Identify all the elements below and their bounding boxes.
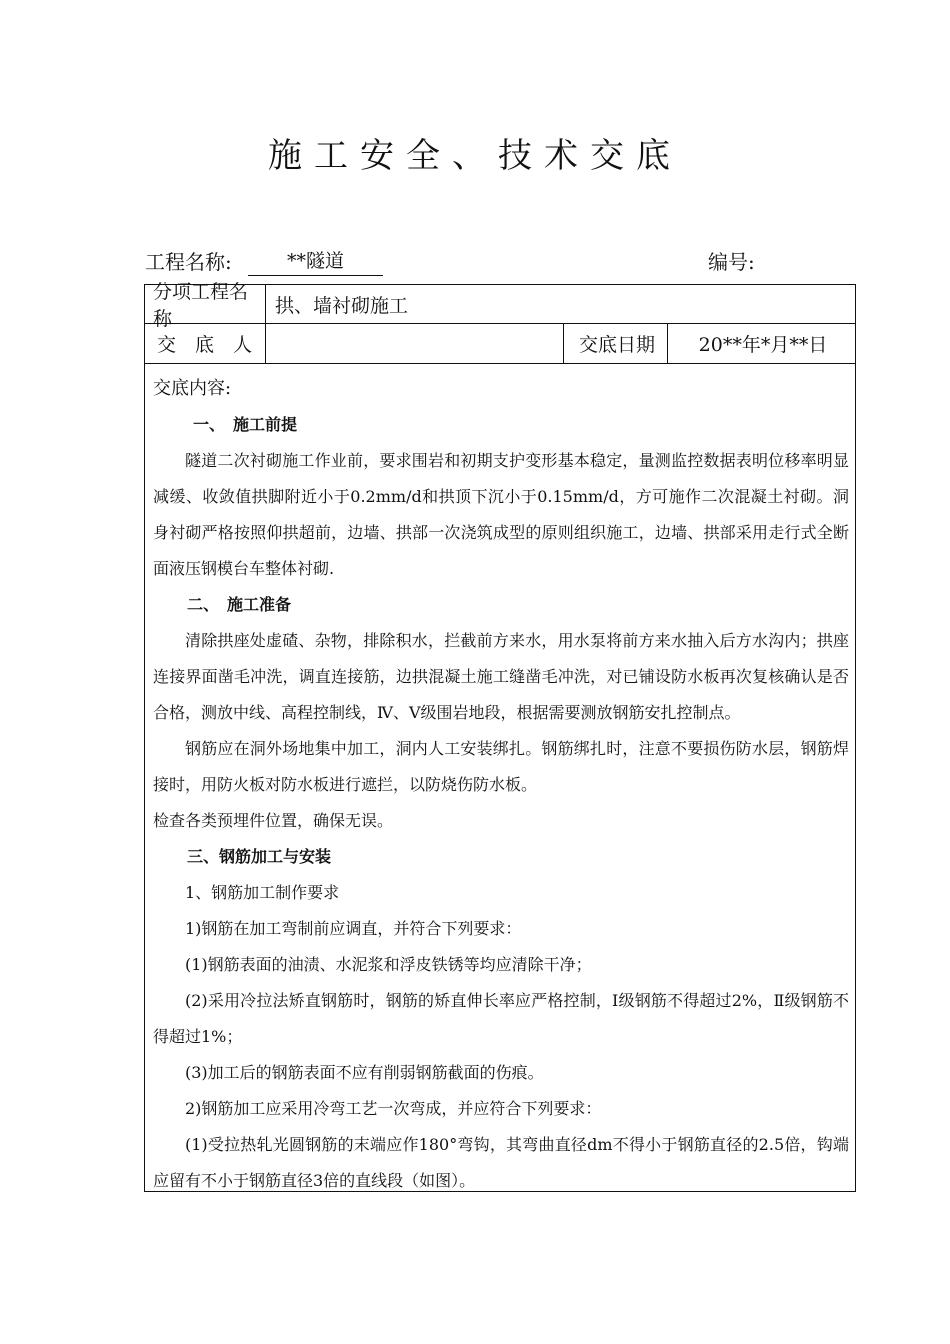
list-item: 2)钢筋加工应采用冷弯工艺一次弯成，并应符合下列要求： [185,1099,602,1118]
paragraph: 检查各类预埋件位置，确保无误。 [153,811,394,830]
divider [563,323,564,363]
section-heading: 一、 施工前提 [193,415,298,434]
document-title: 施工安全、技术交底 [268,136,682,176]
date-value: 20**年*月**日 [698,333,828,356]
list-item: (1)受拉热轧光圆钢筋的末端应作180°弯钩，其弯曲直径dm不得小于钢筋直径的2.5倍，钩端应留有不小于钢筋直径3倍的直线段（如图）。 [153,1135,849,1190]
list-item: 1、钢筋加工制作要求 [185,883,340,902]
divider [265,285,266,323]
list-item: (3)加工后的钢筋表面不应有削弱钢筋截面的伤痕。 [185,1063,544,1082]
subproject-label: 分项工程名称 [153,281,249,330]
person-label: 交 底 人 [157,333,253,356]
subproject-row [145,281,855,330]
list-item: (2)采用冷拉法矫直钢筋时，钢筋的矫直伸长率应严格控制，Ⅰ级钢筋不得超过2%，Ⅱ级钢筋不得超过1%； [153,991,849,1046]
date-label: 交底日期 [578,333,655,356]
section-heading: 二、 施工准备 [187,595,292,614]
divider [265,323,266,363]
person-value [271,323,561,363]
paragraph: 隧道二次衬砌施工作业前，要求围岩和初期支护变形基本稳定，量测监控数据表明位移率明显减缓、收敛值拱脚附近小于0.2mm/d和拱顶下沉小于0.15mm/d，方可施作二次混凝土衬砌。洞身衬砌严格按照仰拱超前，边墙、拱部一次浇筑成型的原则组织施工，边墙、拱部采用走行式全断面液压钢模台车整体衬砌. [153,451,849,578]
person-row [145,323,855,364]
content-label: 交底内容: [153,378,232,399]
paragraph: 清除拱座处虚碴、杂物，排除积水，拦截前方来水，用水泵将前方来水抽入后方水沟内；拱座连接界面凿毛冲洗，调直连接筋，边拱混凝土施工缝凿毛冲洗，对已铺设防水板再次复核确认是否合格，测放中线、高程控制线，Ⅳ、Ⅴ级围岩地段，根据需要测放钢筋安扎控制点。 [153,631,849,722]
disclosure-content [153,371,849,1199]
section-heading: 三、钢筋加工与安装 [187,847,332,866]
subproject-value: 拱、墙衬砌施工 [275,294,409,317]
project-header [145,246,765,276]
code-label: 编号: [708,250,755,274]
project-name-value: **隧道 [248,246,383,276]
list-item: 1)钢筋在加工弯制前应调直，并符合下列要求： [185,919,522,938]
disclosure-table [144,281,856,1192]
paragraph: 钢筋应在洞外场地集中加工，洞内人工安装绑扎。钢筋绑扎时，注意不要损伤防水层，钢筋焊接时，用防火板对防水板进行遮拦，以防烧伤防水板。 [153,739,849,794]
list-item: (1)钢筋表面的油渍、水泥浆和浮皮铁锈等均应清除干净； [185,955,592,974]
project-name-label: 工程名称: [145,250,232,274]
divider [667,323,668,363]
